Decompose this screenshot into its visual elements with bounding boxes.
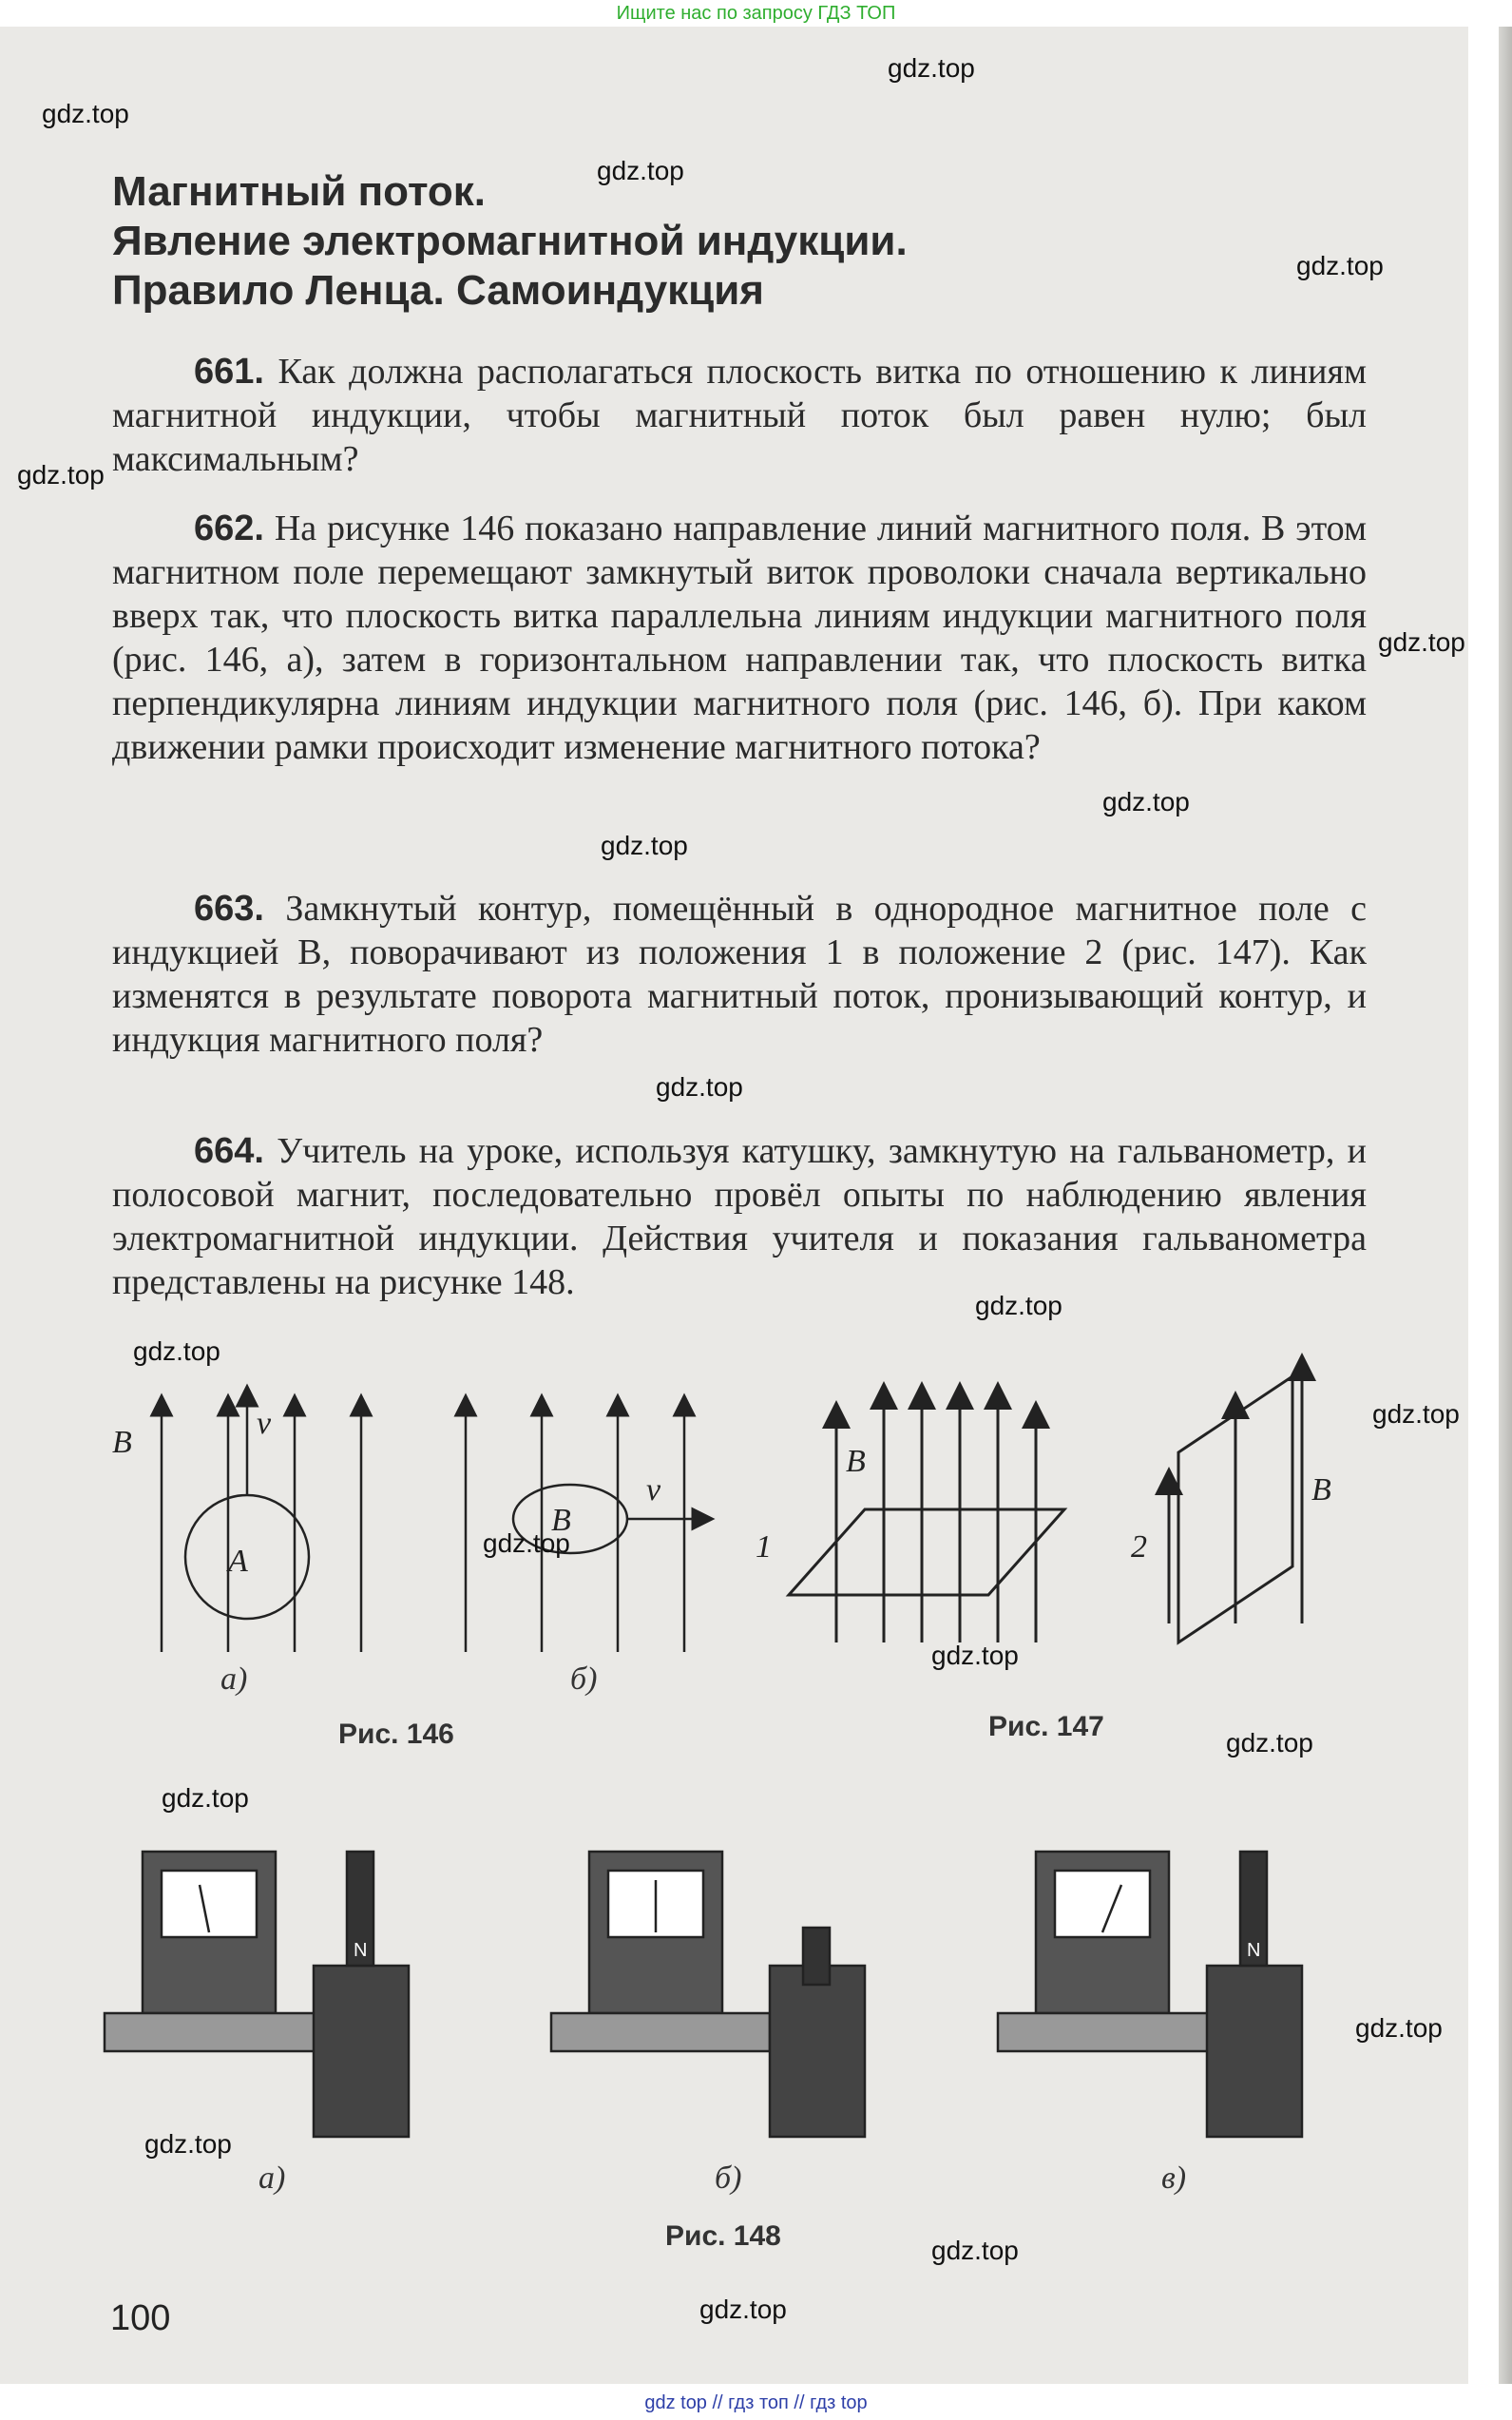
loop-label-A: A <box>228 1544 248 1579</box>
figure-148 <box>105 1814 1340 2137</box>
loop-label-B: B <box>551 1503 571 1538</box>
problem-text: Замкнутый контур, помещённый в однородное магнитное поле с индукцией B, поворачивают из положения 1 в положение 2 (рис. 147). Как изменятся в результате поворота магнитный поток, пронизывающий контур, и индукция магнитного поля? <box>112 889 1367 1060</box>
watermark: gdz.top <box>656 1072 743 1102</box>
figure-146 <box>105 1376 713 1661</box>
watermark: gdz.top <box>1296 251 1384 280</box>
watermark: gdz.top <box>42 99 129 128</box>
watermark: gdz.top <box>597 156 684 185</box>
fig148-caption: Рис. 148 <box>665 2220 781 2252</box>
heading-line-1: Магнитный поток. <box>112 168 487 215</box>
watermark: gdz.top <box>888 53 975 83</box>
watermark: gdz.top <box>133 1336 220 1366</box>
problem-664 <box>112 1129 1367 1304</box>
position-1: 1 <box>756 1529 772 1565</box>
watermark: gdz.top <box>975 1291 1062 1320</box>
label-B: B <box>112 1425 132 1460</box>
watermark: gdz.top <box>1102 787 1190 816</box>
watermark: gdz.top <box>17 460 105 490</box>
fig147-caption: Рис. 147 <box>988 1711 1104 1742</box>
problem-number: 664. <box>194 1131 264 1171</box>
fig146-sub-b: б) <box>570 1661 598 1697</box>
magnet-pole: N <box>354 1940 368 1961</box>
fig146-caption: Рис. 146 <box>338 1719 454 1750</box>
problem-number: 662. <box>194 509 264 548</box>
watermark: gdz.top <box>483 1528 570 1558</box>
fig148-sub-a: а) <box>258 2161 286 2196</box>
textbook-page <box>0 27 1468 2384</box>
problem-661 <box>112 350 1367 481</box>
position-2: 2 <box>1131 1529 1147 1565</box>
watermark: gdz.top <box>1355 2013 1443 2043</box>
fig148-sub-c: в) <box>1161 2161 1187 2196</box>
watermark: gdz.top <box>1226 1728 1313 1757</box>
label-B: B <box>846 1444 866 1479</box>
fig146-sub-a: а) <box>220 1661 248 1697</box>
label-B-right: B <box>1311 1472 1331 1508</box>
page-number: 100 <box>110 2298 171 2338</box>
watermark: gdz.top <box>144 2129 232 2159</box>
problem-662 <box>112 507 1367 769</box>
top-banner[interactable]: Ищите нас по запросу ГДЗ ТОП <box>616 3 896 24</box>
watermark: gdz.top <box>699 2295 787 2324</box>
page-edge <box>1499 27 1512 2384</box>
heading-line-2: Явление электромагнитной индукции. <box>112 218 908 264</box>
problem-number: 661. <box>194 352 264 392</box>
figure-147 <box>741 1357 1331 1661</box>
magnet-pole: N <box>1247 1940 1261 1961</box>
fig148-sub-b: б) <box>715 2161 742 2196</box>
section-heading <box>112 167 1205 316</box>
watermark: gdz.top <box>601 831 688 860</box>
problem-text: Учитель на уроке, используя катушку, замкнутую на гальванометр, и полосовой магнит, последовательно провёл опыты по наблюдению явления электромагнитной индукции. Действия учителя и показания гальванометра представлены на рисунке 148. <box>112 1131 1367 1302</box>
problem-663 <box>112 887 1367 1062</box>
watermark: gdz.top <box>1378 627 1465 657</box>
watermark: gdz.top <box>1372 1399 1460 1429</box>
problem-number: 663. <box>194 889 264 929</box>
label-v2: v <box>646 1472 661 1508</box>
watermark: gdz.top <box>931 1641 1019 1670</box>
label-v: v <box>257 1406 272 1441</box>
bottom-banner[interactable]: gdz top // гдз топ // гдз top <box>644 2392 868 2413</box>
problem-text: Как должна располагаться плоскость витка по отношению к линиям магнитной индукции, чтобы магнитный поток был равен нулю; был максимальным? <box>112 352 1367 479</box>
watermark: gdz.top <box>162 1783 249 1813</box>
watermark: gdz.top <box>931 2236 1019 2265</box>
problem-text: На рисунке 146 показано направление линий магнитного поля. В этом магнитном поле перемещают замкнутый виток проволоки сначала вертикально вверх так, что плоскость витка параллельна линиям индукции магнитного поля (рис. 146, а), затем в горизонтальном направлении так, что плоскость витка перпендикулярна линиям индукции магнитного поля (рис. 146, б). При каком движении рамки происходит изменение магнитного потока? <box>112 509 1368 767</box>
heading-line-3: Правило Ленца. Самоиндукция <box>112 267 764 314</box>
